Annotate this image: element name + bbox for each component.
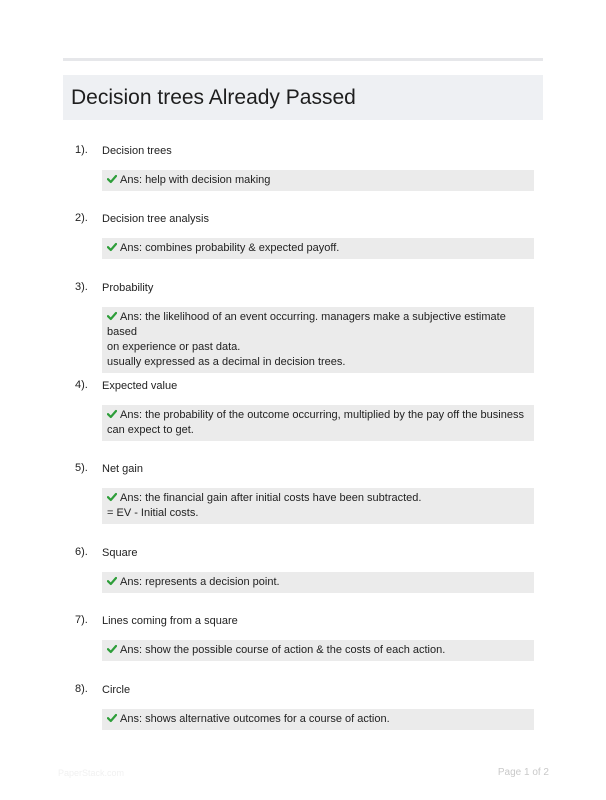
question-number: 7). — [75, 614, 88, 626]
answer-box — [102, 488, 534, 524]
question-number: 3). — [75, 281, 88, 293]
title-banner — [63, 75, 543, 120]
answer-line — [107, 575, 528, 590]
page-indicator: Page 1 of 2 — [497, 767, 549, 778]
check-icon — [107, 174, 117, 184]
question-number: 5). — [75, 462, 88, 474]
question-number: 2). — [75, 212, 88, 224]
answer-line — [107, 506, 528, 521]
answer-box — [102, 640, 534, 661]
answer-text: Ans: shows alternative outcomes for a course of action. — [120, 713, 390, 725]
answer-line — [107, 173, 528, 188]
answer-text: Ans: the probability of the outcome occurring, multiplied by the pay off the business — [120, 409, 524, 421]
answer-line — [107, 241, 528, 256]
answer-box — [102, 238, 534, 259]
question-text: Expected value — [102, 380, 178, 392]
question-text: Lines coming from a square — [102, 615, 238, 627]
question-text: Probability — [102, 282, 154, 294]
check-icon — [107, 713, 117, 723]
answer-line — [107, 643, 528, 658]
answer-line — [107, 423, 528, 438]
question-text: Circle — [102, 684, 131, 696]
answer-line — [107, 355, 528, 370]
question-number: 4). — [75, 379, 88, 391]
check-icon — [107, 644, 117, 654]
answer-text: Ans: combines probability & expected payoff. — [120, 242, 340, 254]
check-icon — [107, 311, 117, 321]
answer-box — [102, 170, 534, 191]
answer-box — [102, 709, 534, 730]
question-text: Decision tree analysis — [102, 213, 209, 225]
footer-watermark: PaperStack.com — [58, 768, 125, 778]
answer-box — [102, 572, 534, 593]
answer-text: can expect to get. — [107, 424, 194, 436]
question-number: 8). — [75, 683, 88, 695]
question-number: 1). — [75, 144, 88, 156]
check-icon — [107, 576, 117, 586]
answer-text: Ans: show the possible course of action & the costs of each action. — [120, 644, 446, 656]
question-text: Square — [102, 547, 138, 559]
answer-line — [107, 310, 528, 340]
answer-text: Ans: the financial gain after initial costs have been subtracted. — [120, 492, 422, 504]
answer-text: on experience or past data. — [107, 341, 241, 353]
check-icon — [107, 242, 117, 252]
answer-text: Ans: the likelihood of an event occurring. managers make a subjective estimate based — [107, 311, 506, 338]
answer-line — [107, 491, 528, 506]
check-icon — [107, 409, 117, 419]
answer-box — [102, 405, 534, 441]
answer-text: = EV - Initial costs. — [107, 507, 199, 519]
answer-box — [102, 307, 534, 373]
question-text: Decision trees — [102, 145, 172, 157]
question-text: Net gain — [102, 463, 143, 475]
question-number: 6). — [75, 546, 88, 558]
answer-text: usually expressed as a decimal in decision trees. — [107, 356, 346, 368]
answer-text: Ans: help with decision making — [120, 174, 271, 186]
top-divider — [63, 58, 543, 61]
check-icon — [107, 492, 117, 502]
answer-text: Ans: represents a decision point. — [120, 576, 280, 588]
answer-line — [107, 712, 528, 727]
page-title: Decision trees Already Passed — [71, 85, 356, 109]
answer-line — [107, 408, 528, 423]
answer-line — [107, 340, 528, 355]
